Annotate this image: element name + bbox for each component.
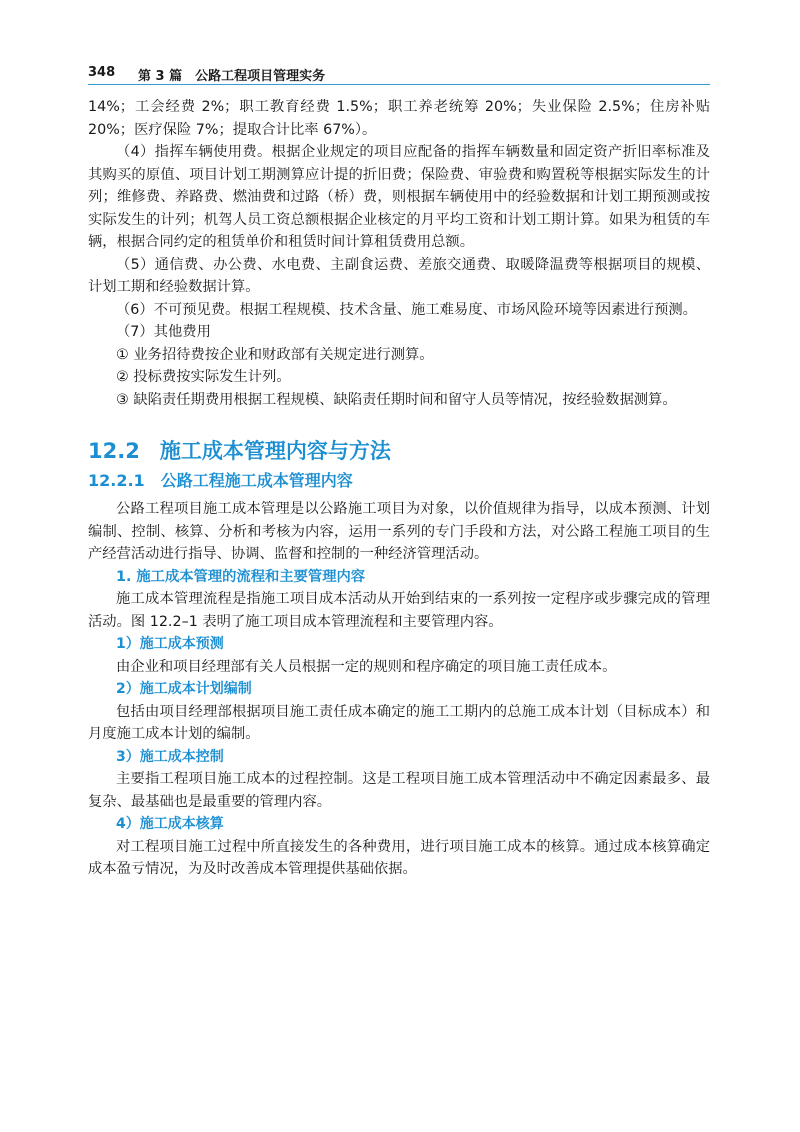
page-number: 348 (88, 65, 116, 80)
subsection-heading (88, 470, 710, 492)
item-text-forecast: 由企业和项目经理部有关人员根据一定的规则和程序确定的项目施工责任成本。 (116, 658, 617, 675)
chapter-title: 第 3 篇 公路工程项目管理实务 (138, 69, 326, 84)
paragraph-office-cost: （5）通信费、办公费、水电费、主副食运费、差旅交通费、取暖降温费等根据项目的规模、计划工期和经验数据计算。 (88, 256, 710, 295)
list-item-entertainment: ① 业务招待费按企业和财政部有关规定进行测算。 (116, 346, 434, 363)
item-heading-accounting: 4）施工成本核算 (116, 816, 224, 832)
list-item-bidding: ② 投标费按实际发生计列。 (116, 369, 291, 385)
heading-process: 1. 施工成本管理的流程和主要管理内容 (116, 568, 366, 585)
list-item-defect-period: ③ 缺陷责任期费用根据工程规模、缺陷责任期时间和留守人员等情况，按经验数据测算。 (116, 391, 677, 408)
paragraph-contingency: （6）不可预见费。根据工程规模、技术含量、施工难易度、市场风险环境等因素进行预测。 (116, 301, 697, 318)
item-heading-forecast: 1）施工成本预测 (116, 636, 224, 652)
section-title: 施工成本管理内容与方法 (159, 439, 391, 463)
subsection-title: 公路工程施工成本管理内容 (160, 471, 353, 490)
paragraph-other-costs: （7）其他费用 (116, 324, 211, 340)
page-body (88, 96, 710, 881)
item-text-accounting: 对工程项目施工过程中所直接发生的各种费用，进行项目施工成本的核算。通过成本核算确定成本盈亏情况，为及时改善成本管理提供基础依据。 (88, 838, 710, 877)
intro-paragraph: 公路工程项目施工成本管理是以公路施工项目为对象，以价值规律为指导，以成本预测、计划编制、控制、核算、分析和考核为内容，运用一系列的专门手段和方法，对公路工程施工项目的生产经营活动进行指导、协调、监督和控制的一种经济管理活动。 (88, 501, 710, 562)
item-heading-control: 3）施工成本控制 (116, 748, 224, 765)
paragraph-continued: 14%；工会经费 2%；职工教育经费 1.5%；职工养老统筹 20%；失业保险 2.5%；住房补贴 20%；医疗保险 7%；提取合计比率 67%）。 (88, 99, 710, 138)
subsection-number: 12.2.1 (88, 471, 145, 490)
section-heading (88, 438, 710, 464)
header-rule (88, 84, 710, 85)
item-text-control: 主要指工程项目施工成本的过程控制。这是工程项目施工成本管理活动中不确定因素最多、最复杂、最基础也是最重要的管理内容。 (88, 771, 710, 810)
item-text-plan: 包括由项目经理部根据项目施工责任成本确定的施工工期内的总施工成本计划（目标成本）和月度施工成本计划的编制。 (88, 703, 710, 742)
paragraph-vehicle-cost: （4）指挥车辆使用费。根据企业规定的项目应配备的指挥车辆数量和固定资产折旧率标准及其购买的原值、项目计划工期测算应计提的折旧费；保险费、审验费和购置税等根据实际发生的计列；维修费、养路费、燃油费和过路（桥）费，则根据车辆使用中的经验数据和计划工期预测或按实际发生的计列；机驾人员工资总额根据企业核定的月平均工资和计划工期计算。如果为租赁的车辆，根据合同约定的租赁单价和租赁时间计算租赁费用总额。 (88, 144, 710, 250)
process-paragraph: 施工成本管理流程是指施工项目成本活动从开始到结束的一系列按一定程序或步骤完成的管理活动。图 12.2–1 表明了施工项目成本管理流程和主要管理内容。 (88, 591, 710, 630)
section-number: 12.2 (88, 439, 140, 463)
item-heading-plan: 2）施工成本计划编制 (116, 681, 252, 697)
running-header (88, 62, 710, 86)
